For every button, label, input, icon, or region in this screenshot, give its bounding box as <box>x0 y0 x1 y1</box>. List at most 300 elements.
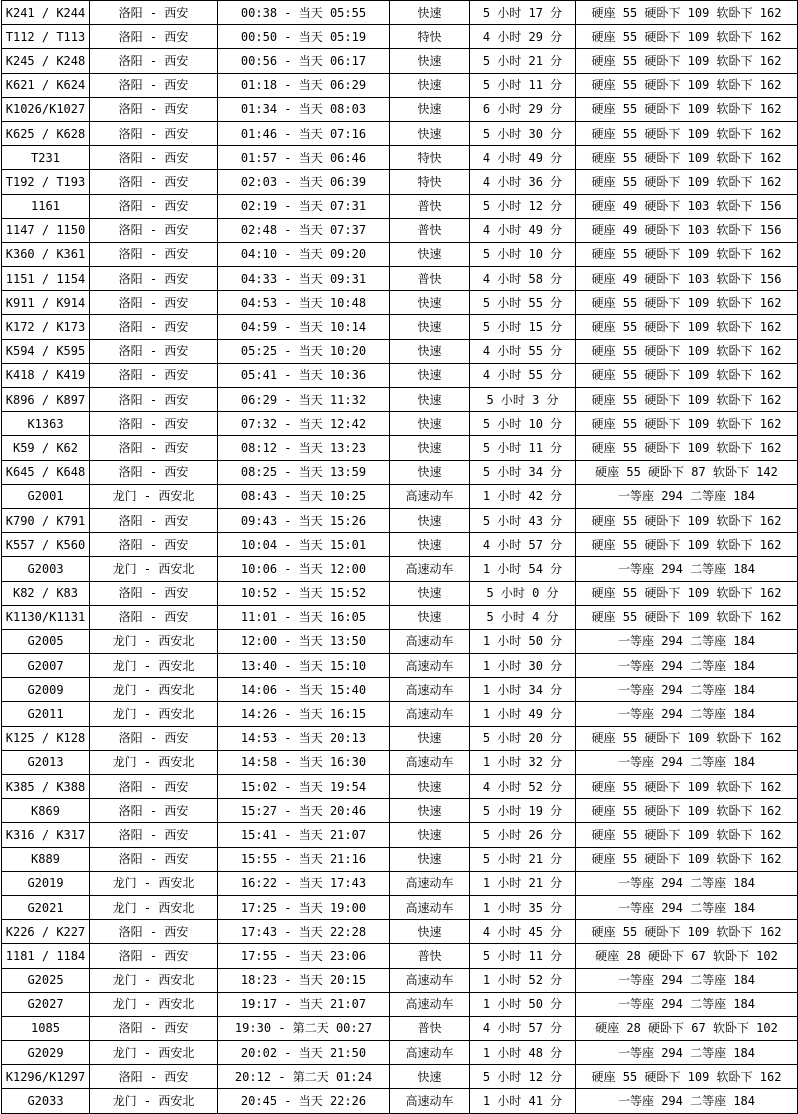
duration-cell: 4 小时 49 分 <box>470 218 576 242</box>
duration-cell: 5 小时 12 分 <box>470 194 576 218</box>
train-number-cell: G2007 <box>2 654 90 678</box>
duration-cell: 1 小时 32 分 <box>470 750 576 774</box>
time-cell: 15:27 - 当天 20:46 <box>218 799 390 823</box>
train-number-cell: T192 / T193 <box>2 170 90 194</box>
table-row <box>2 194 798 218</box>
table-row <box>2 412 798 436</box>
route-cell: 洛阳 - 西安 <box>90 121 218 145</box>
time-cell: 01:46 - 当天 07:16 <box>218 121 390 145</box>
route-cell: 洛阳 - 西安 <box>90 194 218 218</box>
route-cell: 洛阳 - 西安 <box>90 944 218 968</box>
duration-cell: 5 小时 12 分 <box>470 1065 576 1089</box>
duration-cell: 4 小时 45 分 <box>470 920 576 944</box>
time-cell: 10:52 - 当天 15:52 <box>218 581 390 605</box>
duration-cell: 4 小时 36 分 <box>470 170 576 194</box>
duration-cell: 4 小时 55 分 <box>470 363 576 387</box>
table-row <box>2 799 798 823</box>
route-cell: 洛阳 - 西安 <box>90 49 218 73</box>
duration-cell: 4 小时 29 分 <box>470 25 576 49</box>
table-row <box>2 775 798 799</box>
table-row <box>2 508 798 532</box>
train-type-cell: 快速 <box>390 581 470 605</box>
table-row <box>2 146 798 170</box>
train-type-cell: 快速 <box>390 533 470 557</box>
train-type-cell: 高速动车 <box>390 678 470 702</box>
time-cell: 19:30 - 第二天 00:27 <box>218 1016 390 1040</box>
time-cell: 09:43 - 当天 15:26 <box>218 508 390 532</box>
train-type-cell: 快速 <box>390 97 470 121</box>
route-cell: 洛阳 - 西安 <box>90 508 218 532</box>
train-schedule-table <box>1 0 798 1114</box>
table-row <box>2 944 798 968</box>
train-number-cell: 1151 / 1154 <box>2 267 90 291</box>
table-row <box>2 581 798 605</box>
train-type-cell: 快速 <box>390 412 470 436</box>
table-row <box>2 605 798 629</box>
route-cell: 洛阳 - 西安 <box>90 170 218 194</box>
route-cell: 洛阳 - 西安 <box>90 25 218 49</box>
route-cell: 洛阳 - 西安 <box>90 218 218 242</box>
duration-cell: 1 小时 42 分 <box>470 484 576 508</box>
duration-cell: 4 小时 55 分 <box>470 339 576 363</box>
train-number-cell: G2027 <box>2 992 90 1016</box>
train-type-cell: 普快 <box>390 267 470 291</box>
route-cell: 洛阳 - 西安 <box>90 363 218 387</box>
route-cell: 洛阳 - 西安 <box>90 726 218 750</box>
train-type-cell: 快速 <box>390 726 470 750</box>
duration-cell: 5 小时 11 分 <box>470 944 576 968</box>
train-type-cell: 快速 <box>390 605 470 629</box>
train-number-cell: G2029 <box>2 1041 90 1065</box>
fare-cell: 一等座 294 二等座 184 <box>576 1089 798 1113</box>
fare-cell: 一等座 294 二等座 184 <box>576 629 798 653</box>
time-cell: 02:03 - 当天 06:39 <box>218 170 390 194</box>
table-row <box>2 315 798 339</box>
fare-cell: 硬座 55 硬卧下 109 软卧下 162 <box>576 170 798 194</box>
fare-cell: 硬座 55 硬卧下 109 软卧下 162 <box>576 799 798 823</box>
table-row <box>2 533 798 557</box>
table-row <box>2 1016 798 1040</box>
fare-cell: 硬座 55 硬卧下 109 软卧下 162 <box>576 412 798 436</box>
duration-cell: 1 小时 35 分 <box>470 895 576 919</box>
fare-cell: 硬座 55 硬卧下 109 软卧下 162 <box>576 315 798 339</box>
train-type-cell: 高速动车 <box>390 557 470 581</box>
fare-cell: 硬座 55 硬卧下 87 软卧下 142 <box>576 460 798 484</box>
train-type-cell: 高速动车 <box>390 654 470 678</box>
duration-cell: 5 小时 4 分 <box>470 605 576 629</box>
duration-cell: 4 小时 57 分 <box>470 1016 576 1040</box>
duration-cell: 5 小时 34 分 <box>470 460 576 484</box>
fare-cell: 硬座 55 硬卧下 109 软卧下 162 <box>576 847 798 871</box>
route-cell: 洛阳 - 西安 <box>90 146 218 170</box>
train-number-cell: G2033 <box>2 1089 90 1113</box>
duration-cell: 5 小时 10 分 <box>470 242 576 266</box>
train-number-cell: K594 / K595 <box>2 339 90 363</box>
train-type-cell: 快速 <box>390 508 470 532</box>
table-row <box>2 629 798 653</box>
train-number-cell: K790 / K791 <box>2 508 90 532</box>
train-number-cell: K1130/K1131 <box>2 605 90 629</box>
train-type-cell: 快速 <box>390 436 470 460</box>
route-cell: 洛阳 - 西安 <box>90 242 218 266</box>
train-type-cell: 高速动车 <box>390 750 470 774</box>
train-number-cell: K911 / K914 <box>2 291 90 315</box>
time-cell: 18:23 - 当天 20:15 <box>218 968 390 992</box>
route-cell: 洛阳 - 西安 <box>90 533 218 557</box>
table-row <box>2 388 798 412</box>
train-number-cell: G2003 <box>2 557 90 581</box>
time-cell: 02:19 - 当天 07:31 <box>218 194 390 218</box>
fare-cell: 硬座 55 硬卧下 109 软卧下 162 <box>576 508 798 532</box>
route-cell: 洛阳 - 西安 <box>90 436 218 460</box>
train-number-cell: K889 <box>2 847 90 871</box>
fare-cell: 一等座 294 二等座 184 <box>576 968 798 992</box>
fare-cell: 硬座 55 硬卧下 109 软卧下 162 <box>576 363 798 387</box>
train-number-cell: K172 / K173 <box>2 315 90 339</box>
fare-cell: 硬座 55 硬卧下 109 软卧下 162 <box>576 533 798 557</box>
table-row <box>2 97 798 121</box>
time-cell: 08:12 - 当天 13:23 <box>218 436 390 460</box>
train-number-cell: 1085 <box>2 1016 90 1040</box>
duration-cell: 1 小时 50 分 <box>470 992 576 1016</box>
train-type-cell: 快速 <box>390 1 470 25</box>
train-type-cell: 快速 <box>390 49 470 73</box>
table-row <box>2 678 798 702</box>
time-cell: 17:55 - 当天 23:06 <box>218 944 390 968</box>
time-cell: 02:48 - 当天 07:37 <box>218 218 390 242</box>
duration-cell: 4 小时 57 分 <box>470 533 576 557</box>
fare-cell: 硬座 55 硬卧下 109 软卧下 162 <box>576 920 798 944</box>
train-type-cell: 普快 <box>390 194 470 218</box>
time-cell: 14:58 - 当天 16:30 <box>218 750 390 774</box>
fare-cell: 硬座 49 硬卧下 103 软卧下 156 <box>576 218 798 242</box>
route-cell: 龙门 - 西安北 <box>90 871 218 895</box>
time-cell: 00:38 - 当天 05:55 <box>218 1 390 25</box>
table-row <box>2 702 798 726</box>
fare-cell: 一等座 294 二等座 184 <box>576 654 798 678</box>
duration-cell: 5 小时 17 分 <box>470 1 576 25</box>
train-number-cell: K59 / K62 <box>2 436 90 460</box>
table-row <box>2 460 798 484</box>
fare-cell: 一等座 294 二等座 184 <box>576 871 798 895</box>
route-cell: 龙门 - 西安北 <box>90 1089 218 1113</box>
table-row <box>2 121 798 145</box>
fare-cell: 一等座 294 二等座 184 <box>576 1041 798 1065</box>
route-cell: 龙门 - 西安北 <box>90 968 218 992</box>
duration-cell: 5 小时 55 分 <box>470 291 576 315</box>
time-cell: 17:43 - 当天 22:28 <box>218 920 390 944</box>
route-cell: 洛阳 - 西安 <box>90 73 218 97</box>
route-cell: 洛阳 - 西安 <box>90 291 218 315</box>
route-cell: 洛阳 - 西安 <box>90 1016 218 1040</box>
time-cell: 05:25 - 当天 10:20 <box>218 339 390 363</box>
train-number-cell: K245 / K248 <box>2 49 90 73</box>
duration-cell: 5 小时 19 分 <box>470 799 576 823</box>
route-cell: 洛阳 - 西安 <box>90 315 218 339</box>
route-cell: 龙门 - 西安北 <box>90 895 218 919</box>
train-type-cell: 特快 <box>390 146 470 170</box>
duration-cell: 1 小时 54 分 <box>470 557 576 581</box>
train-type-cell: 快速 <box>390 121 470 145</box>
train-number-cell: K125 / K128 <box>2 726 90 750</box>
time-cell: 14:26 - 当天 16:15 <box>218 702 390 726</box>
train-schedule-body <box>2 1 798 1114</box>
duration-cell: 5 小时 0 分 <box>470 581 576 605</box>
train-type-cell: 快速 <box>390 363 470 387</box>
route-cell: 洛阳 - 西安 <box>90 388 218 412</box>
time-cell: 13:40 - 当天 15:10 <box>218 654 390 678</box>
duration-cell: 5 小时 15 分 <box>470 315 576 339</box>
time-cell: 15:02 - 当天 19:54 <box>218 775 390 799</box>
table-row <box>2 436 798 460</box>
fare-cell: 硬座 55 硬卧下 109 软卧下 162 <box>576 291 798 315</box>
route-cell: 洛阳 - 西安 <box>90 1 218 25</box>
route-cell: 洛阳 - 西安 <box>90 339 218 363</box>
duration-cell: 5 小时 3 分 <box>470 388 576 412</box>
fare-cell: 硬座 55 硬卧下 109 软卧下 162 <box>576 1065 798 1089</box>
table-row <box>2 654 798 678</box>
time-cell: 16:22 - 当天 17:43 <box>218 871 390 895</box>
time-cell: 11:01 - 当天 16:05 <box>218 605 390 629</box>
duration-cell: 5 小时 43 分 <box>470 508 576 532</box>
time-cell: 17:25 - 当天 19:00 <box>218 895 390 919</box>
fare-cell: 硬座 55 硬卧下 109 软卧下 162 <box>576 775 798 799</box>
train-type-cell: 快速 <box>390 388 470 412</box>
train-type-cell: 快速 <box>390 920 470 944</box>
train-number-cell: K82 / K83 <box>2 581 90 605</box>
fare-cell: 一等座 294 二等座 184 <box>576 750 798 774</box>
duration-cell: 1 小时 52 分 <box>470 968 576 992</box>
table-row <box>2 218 798 242</box>
duration-cell: 4 小时 49 分 <box>470 146 576 170</box>
table-row <box>2 750 798 774</box>
route-cell: 洛阳 - 西安 <box>90 823 218 847</box>
route-cell: 洛阳 - 西安 <box>90 920 218 944</box>
table-row <box>2 1089 798 1113</box>
duration-cell: 4 小时 52 分 <box>470 775 576 799</box>
fare-cell: 硬座 55 硬卧下 109 软卧下 162 <box>576 97 798 121</box>
train-type-cell: 快速 <box>390 823 470 847</box>
route-cell: 龙门 - 西安北 <box>90 654 218 678</box>
fare-cell: 硬座 49 硬卧下 103 软卧下 156 <box>576 194 798 218</box>
train-number-cell: K1296/K1297 <box>2 1065 90 1089</box>
train-number-cell: G2013 <box>2 750 90 774</box>
train-type-cell: 快速 <box>390 73 470 97</box>
duration-cell: 5 小时 21 分 <box>470 49 576 73</box>
train-type-cell: 快速 <box>390 775 470 799</box>
fare-cell: 硬座 55 硬卧下 109 软卧下 162 <box>576 25 798 49</box>
fare-cell: 一等座 294 二等座 184 <box>576 702 798 726</box>
train-number-cell: K360 / K361 <box>2 242 90 266</box>
train-type-cell: 特快 <box>390 25 470 49</box>
train-type-cell: 普快 <box>390 1016 470 1040</box>
time-cell: 00:56 - 当天 06:17 <box>218 49 390 73</box>
route-cell: 龙门 - 西安北 <box>90 992 218 1016</box>
time-cell: 04:10 - 当天 09:20 <box>218 242 390 266</box>
table-row <box>2 484 798 508</box>
time-cell: 04:33 - 当天 09:31 <box>218 267 390 291</box>
time-cell: 20:02 - 当天 21:50 <box>218 1041 390 1065</box>
train-number-cell: K625 / K628 <box>2 121 90 145</box>
time-cell: 10:04 - 当天 15:01 <box>218 533 390 557</box>
train-number-cell: G2001 <box>2 484 90 508</box>
train-number-cell: G2019 <box>2 871 90 895</box>
table-row <box>2 1041 798 1065</box>
train-number-cell: K869 <box>2 799 90 823</box>
time-cell: 04:53 - 当天 10:48 <box>218 291 390 315</box>
train-type-cell: 快速 <box>390 1065 470 1089</box>
train-type-cell: 快速 <box>390 242 470 266</box>
duration-cell: 1 小时 41 分 <box>470 1089 576 1113</box>
train-number-cell: K241 / K244 <box>2 1 90 25</box>
table-row <box>2 726 798 750</box>
train-number-cell: K557 / K560 <box>2 533 90 557</box>
train-type-cell: 高速动车 <box>390 484 470 508</box>
route-cell: 洛阳 - 西安 <box>90 267 218 291</box>
fare-cell: 硬座 55 硬卧下 109 软卧下 162 <box>576 605 798 629</box>
route-cell: 洛阳 - 西安 <box>90 605 218 629</box>
fare-cell: 一等座 294 二等座 184 <box>576 557 798 581</box>
train-number-cell: G2005 <box>2 629 90 653</box>
duration-cell: 6 小时 29 分 <box>470 97 576 121</box>
route-cell: 洛阳 - 西安 <box>90 847 218 871</box>
fare-cell: 硬座 55 硬卧下 109 软卧下 162 <box>576 146 798 170</box>
route-cell: 洛阳 - 西安 <box>90 775 218 799</box>
train-number-cell: K621 / K624 <box>2 73 90 97</box>
table-row <box>2 339 798 363</box>
table-row <box>2 968 798 992</box>
time-cell: 01:18 - 当天 06:29 <box>218 73 390 97</box>
duration-cell: 5 小时 20 分 <box>470 726 576 750</box>
time-cell: 00:50 - 当天 05:19 <box>218 25 390 49</box>
table-row <box>2 1065 798 1089</box>
fare-cell: 硬座 55 硬卧下 109 软卧下 162 <box>576 581 798 605</box>
train-type-cell: 快速 <box>390 315 470 339</box>
route-cell: 龙门 - 西安北 <box>90 629 218 653</box>
duration-cell: 1 小时 49 分 <box>470 702 576 726</box>
time-cell: 20:45 - 当天 22:26 <box>218 1089 390 1113</box>
duration-cell: 4 小时 58 分 <box>470 267 576 291</box>
train-number-cell: 1181 / 1184 <box>2 944 90 968</box>
route-cell: 洛阳 - 西安 <box>90 581 218 605</box>
table-row <box>2 557 798 581</box>
train-type-cell: 快速 <box>390 460 470 484</box>
route-cell: 龙门 - 西安北 <box>90 557 218 581</box>
fare-cell: 硬座 55 硬卧下 109 软卧下 162 <box>576 121 798 145</box>
train-type-cell: 高速动车 <box>390 895 470 919</box>
train-type-cell: 高速动车 <box>390 992 470 1016</box>
train-number-cell: 1147 / 1150 <box>2 218 90 242</box>
train-type-cell: 高速动车 <box>390 1041 470 1065</box>
time-cell: 10:06 - 当天 12:00 <box>218 557 390 581</box>
train-number-cell: G2025 <box>2 968 90 992</box>
time-cell: 08:25 - 当天 13:59 <box>218 460 390 484</box>
route-cell: 龙门 - 西安北 <box>90 678 218 702</box>
duration-cell: 1 小时 48 分 <box>470 1041 576 1065</box>
train-type-cell: 快速 <box>390 799 470 823</box>
table-row <box>2 73 798 97</box>
duration-cell: 5 小时 10 分 <box>470 412 576 436</box>
train-number-cell: G2011 <box>2 702 90 726</box>
fare-cell: 硬座 55 硬卧下 109 软卧下 162 <box>576 73 798 97</box>
fare-cell: 一等座 294 二等座 184 <box>576 895 798 919</box>
fare-cell: 硬座 28 硬卧下 67 软卧下 102 <box>576 944 798 968</box>
fare-cell: 一等座 294 二等座 184 <box>576 992 798 1016</box>
time-cell: 20:12 - 第二天 01:24 <box>218 1065 390 1089</box>
route-cell: 龙门 - 西安北 <box>90 750 218 774</box>
train-type-cell: 普快 <box>390 944 470 968</box>
train-type-cell: 高速动车 <box>390 871 470 895</box>
table-row <box>2 823 798 847</box>
fare-cell: 硬座 28 硬卧下 67 软卧下 102 <box>576 1016 798 1040</box>
train-number-cell: K1363 <box>2 412 90 436</box>
time-cell: 07:32 - 当天 12:42 <box>218 412 390 436</box>
train-number-cell: T112 / T113 <box>2 25 90 49</box>
table-row <box>2 992 798 1016</box>
route-cell: 洛阳 - 西安 <box>90 799 218 823</box>
train-type-cell: 高速动车 <box>390 968 470 992</box>
route-cell: 龙门 - 西安北 <box>90 702 218 726</box>
duration-cell: 5 小时 11 分 <box>470 436 576 460</box>
train-number-cell: K316 / K317 <box>2 823 90 847</box>
table-row <box>2 895 798 919</box>
train-type-cell: 快速 <box>390 339 470 363</box>
fare-cell: 一等座 294 二等座 184 <box>576 678 798 702</box>
table-row <box>2 25 798 49</box>
route-cell: 洛阳 - 西安 <box>90 412 218 436</box>
train-number-cell: G2021 <box>2 895 90 919</box>
duration-cell: 5 小时 30 分 <box>470 121 576 145</box>
fare-cell: 硬座 55 硬卧下 109 软卧下 162 <box>576 49 798 73</box>
train-number-cell: T231 <box>2 146 90 170</box>
duration-cell: 5 小时 26 分 <box>470 823 576 847</box>
table-row <box>2 920 798 944</box>
duration-cell: 1 小时 30 分 <box>470 654 576 678</box>
table-row <box>2 170 798 194</box>
fare-cell: 硬座 55 硬卧下 109 软卧下 162 <box>576 436 798 460</box>
fare-cell: 一等座 294 二等座 184 <box>576 484 798 508</box>
time-cell: 01:34 - 当天 08:03 <box>218 97 390 121</box>
fare-cell: 硬座 55 硬卧下 109 软卧下 162 <box>576 726 798 750</box>
route-cell: 洛阳 - 西安 <box>90 1065 218 1089</box>
train-number-cell: K1026/K1027 <box>2 97 90 121</box>
table-row <box>2 291 798 315</box>
table-row <box>2 847 798 871</box>
train-type-cell: 普快 <box>390 218 470 242</box>
train-type-cell: 高速动车 <box>390 629 470 653</box>
train-type-cell: 特快 <box>390 170 470 194</box>
train-type-cell: 高速动车 <box>390 1089 470 1113</box>
time-cell: 15:41 - 当天 21:07 <box>218 823 390 847</box>
duration-cell: 1 小时 21 分 <box>470 871 576 895</box>
time-cell: 06:29 - 当天 11:32 <box>218 388 390 412</box>
train-number-cell: K385 / K388 <box>2 775 90 799</box>
train-number-cell: K226 / K227 <box>2 920 90 944</box>
table-row <box>2 871 798 895</box>
time-cell: 04:59 - 当天 10:14 <box>218 315 390 339</box>
train-number-cell: K896 / K897 <box>2 388 90 412</box>
train-number-cell: K418 / K419 <box>2 363 90 387</box>
fare-cell: 硬座 49 硬卧下 103 软卧下 156 <box>576 267 798 291</box>
fare-cell: 硬座 55 硬卧下 109 软卧下 162 <box>576 1 798 25</box>
time-cell: 14:06 - 当天 15:40 <box>218 678 390 702</box>
time-cell: 12:00 - 当天 13:50 <box>218 629 390 653</box>
table-row <box>2 49 798 73</box>
table-row <box>2 242 798 266</box>
duration-cell: 5 小时 11 分 <box>470 73 576 97</box>
time-cell: 08:43 - 当天 10:25 <box>218 484 390 508</box>
time-cell: 05:41 - 当天 10:36 <box>218 363 390 387</box>
